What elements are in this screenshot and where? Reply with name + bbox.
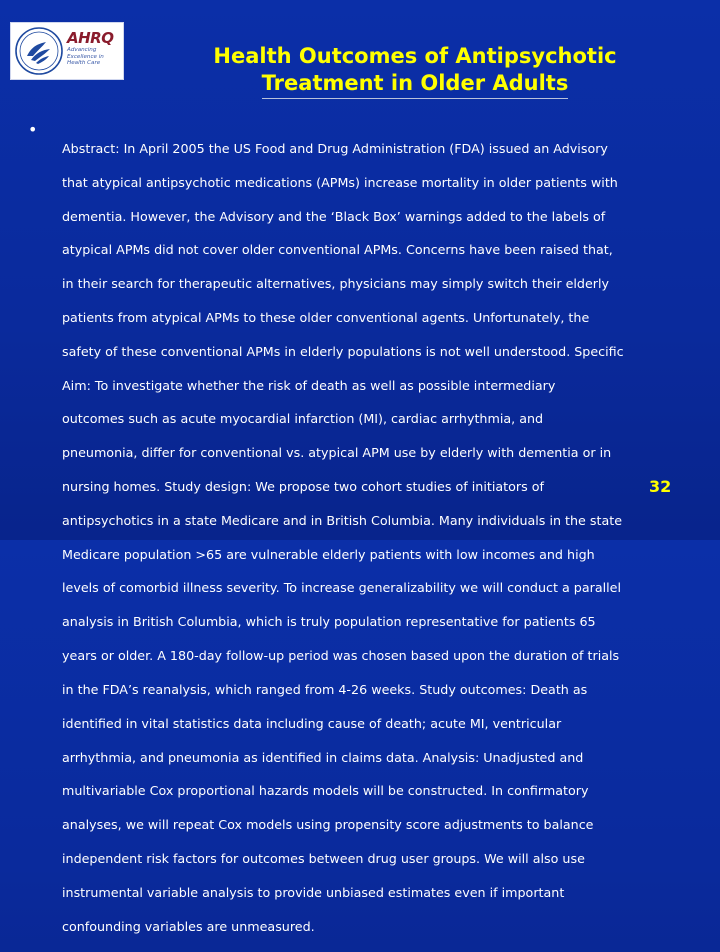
abstract-line: Abstract: In April 2005 the US Food and Drug Administration (FDA) issued an Advisory xyxy=(62,140,608,156)
abstract-line: instrumental variable analysis to provide unbiased estimates even if important xyxy=(62,884,565,900)
abstract-line: outcomes such as acute myocardial infarction (MI), cardiac arrhythmia, and xyxy=(62,411,544,427)
abstract-line: antipsychotics in a state Medicare and in British Columbia. Many individuals in the state xyxy=(62,512,623,528)
slide-title xyxy=(120,43,710,99)
abstract-line: analyses, we will repeat Cox models using propensity score adjustments to balance xyxy=(62,817,594,833)
abstract-line: confounding variables are unmeasured. xyxy=(62,918,315,934)
abstract-line: pneumonia, differ for conventional vs. atypical APM use by elderly with dementia or in xyxy=(62,445,612,461)
abstract-line: dementia. However, the Advisory and the ‘Black Box’ warnings added to the labels of xyxy=(62,208,606,224)
abstract-line: arrhythmia, and pneumonia as identified in claims data. Analysis: Unadjusted and xyxy=(62,749,584,765)
ahrq-tagline-line: Advancing xyxy=(67,47,97,53)
logo-panel xyxy=(10,22,124,80)
abstract-line: analysis in British Columbia, which is truly population representative for patients 65 xyxy=(62,614,596,630)
abstract-line: independent risk factors for outcomes between drug user groups. We will also use xyxy=(62,850,585,866)
abstract-line: years or older. A 180-day follow-up period was chosen based upon the duration of trials xyxy=(62,648,620,664)
ahrq-logo xyxy=(67,31,121,67)
slide-title-line-2: Treatment in Older Adults xyxy=(262,70,569,99)
abstract-line: that atypical antipsychotic medications (APMs) increase mortality in older patients with xyxy=(62,174,618,190)
abstract-line: in their search for therapeutic alternatives, physicians may simply switch their elderly xyxy=(62,276,610,292)
bullet-marker: • xyxy=(28,120,38,139)
slide-number: 32 xyxy=(649,477,672,496)
hhs-seal-icon xyxy=(14,26,64,76)
ahrq-tagline xyxy=(67,47,121,67)
abstract-line: Medicare population >65 are vulnerable elderly patients with low incomes and high xyxy=(62,546,595,562)
ahrq-tagline-line: Excellence in xyxy=(67,53,104,60)
abstract-text xyxy=(62,124,688,952)
abstract-line: in the FDA’s reanalysis, which ranged from 4-26 weeks. Study outcomes: Death as xyxy=(62,681,588,697)
abstract-line: identified in vital statistics data including cause of death; acute MI, ventricular xyxy=(62,715,562,731)
abstract-line: Aim: To investigate whether the risk of death as well as possible intermediary xyxy=(62,377,556,393)
ahrq-tagline-line: Health Care xyxy=(67,60,101,66)
abstract-line: atypical APMs did not cover older conventional APMs. Concerns have been raised that, xyxy=(62,242,613,258)
abstract-line: multivariable Cox proportional hazards models will be constructed. In confirmatory xyxy=(62,783,589,799)
slide-title-line-1: Health Outcomes of Antipsychotic xyxy=(213,44,617,68)
ahrq-wordmark: AHRQ xyxy=(67,29,114,47)
abstract-line: patients from atypical APMs to these older conventional agents. Unfortunately, the xyxy=(62,309,590,325)
abstract-line: nursing homes. Study design: We propose two cohort studies of initiators of xyxy=(62,479,544,495)
abstract-line: safety of these conventional APMs in elderly populations is not well understood. Specific xyxy=(62,343,624,359)
abstract-line: levels of comorbid illness severity. To increase generalizability we will conduct a parallel xyxy=(62,580,621,596)
